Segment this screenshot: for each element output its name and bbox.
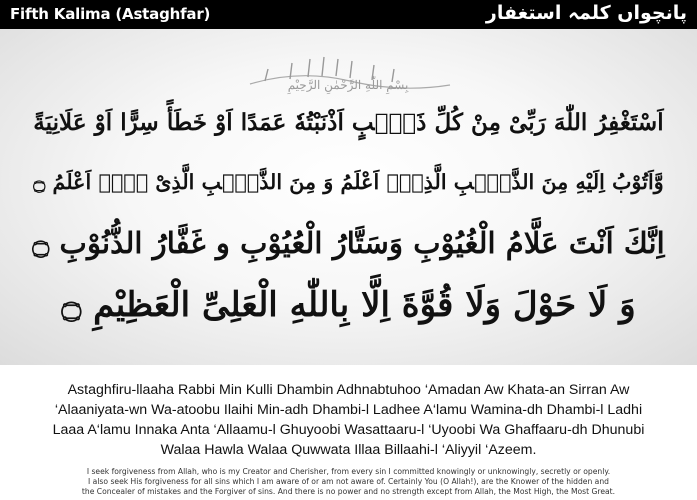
arabic-line-4: وَ لَا حَوْلَ وَلَا قُوَّةَ اِلَّا بِاللّٰهِ الْعَلِیِّ الْعَظِیْمِ ۝ bbox=[61, 285, 636, 325]
page-title-english: Fifth Kalima (Astaghfar) bbox=[10, 5, 211, 23]
bismillah-text: بِسْمِ اللّٰهِ الرَّحْمٰنِ الرَّحِيْمِ bbox=[287, 78, 409, 92]
transliteration-line: Laaa A‘lamu Innaka Anta ‘Allaamu-l Ghuyoobi Wasattaaru-l ‘Uyoobi Wa Ghaffaaru-dh Dhunubi bbox=[52, 422, 645, 438]
transliteration-line: ‘Alaaniyata-wn Wa-atoobu Ilaihi Min-adh Dhambi-l Ladhee A‘lamu Wamina-dh Dhambi-l Ladhi bbox=[54, 402, 643, 418]
page-title-urdu: پانچواں کلمہ استغفار bbox=[485, 2, 687, 24]
translation-line: I seek forgiveness from Allah, who is my Creator and Cherisher, from every sin I committed knowingly or unknowingly, secretly or openly. bbox=[86, 467, 611, 476]
english-translation-block bbox=[0, 467, 697, 497]
header-bar bbox=[0, 0, 697, 29]
transliteration-line: Astaghfiru-llaaha Rabbi Min Kulli Dhambin Adhnabtuhoo ‘Amadan Aw Khata-an Sirran Aw bbox=[67, 382, 630, 398]
transliteration-line: Walaa Hawla Walaa Quwwata Illaa Billaahi-l ‘Aliyyil ‘Azeem. bbox=[160, 442, 537, 458]
transliteration-block bbox=[0, 380, 697, 460]
arabic-line-3: اِنَّكَ اَنْتَ عَلَّامُ الْغُیُوْبِ وَسَتَّارُ الْعُیُوْبِ و غَفَّارُ الذُّنُوْبِ ۝ bbox=[32, 226, 665, 260]
arabic-calligraphy-panel bbox=[0, 29, 697, 365]
translation-line: the Concealer of mistakes and the Forgiver of sins. And there is no power and no strength except from Allah, the Most High, the Most Great. bbox=[81, 487, 616, 496]
arabic-line-2: وَّاَتُوْبُ اِلَیْهِ مِنَ الذَّنْۢبِ الَّذِیْۤ اَعْلَمُ وَ مِنَ الذَّنْۢبِ الَّذِیْ لَاۤ اَعْلَمُ ۝ bbox=[33, 170, 664, 194]
arabic-line-1: اَسْتَغْفِرُ اللّٰهَ رَبِّیْ مِنْ کُلِّ ذَنْۢبٍ اَذْنَبْتُهٗ عَمَدًا اَوْ خَطَأً سِرًّا اَوْ عَلَانِیَةً bbox=[33, 109, 664, 136]
translation-line: I also seek His forgiveness for all sins which I am aware of or am not aware of. Certainly You (O Allah!), are the Knower of the hidden and bbox=[88, 477, 609, 486]
